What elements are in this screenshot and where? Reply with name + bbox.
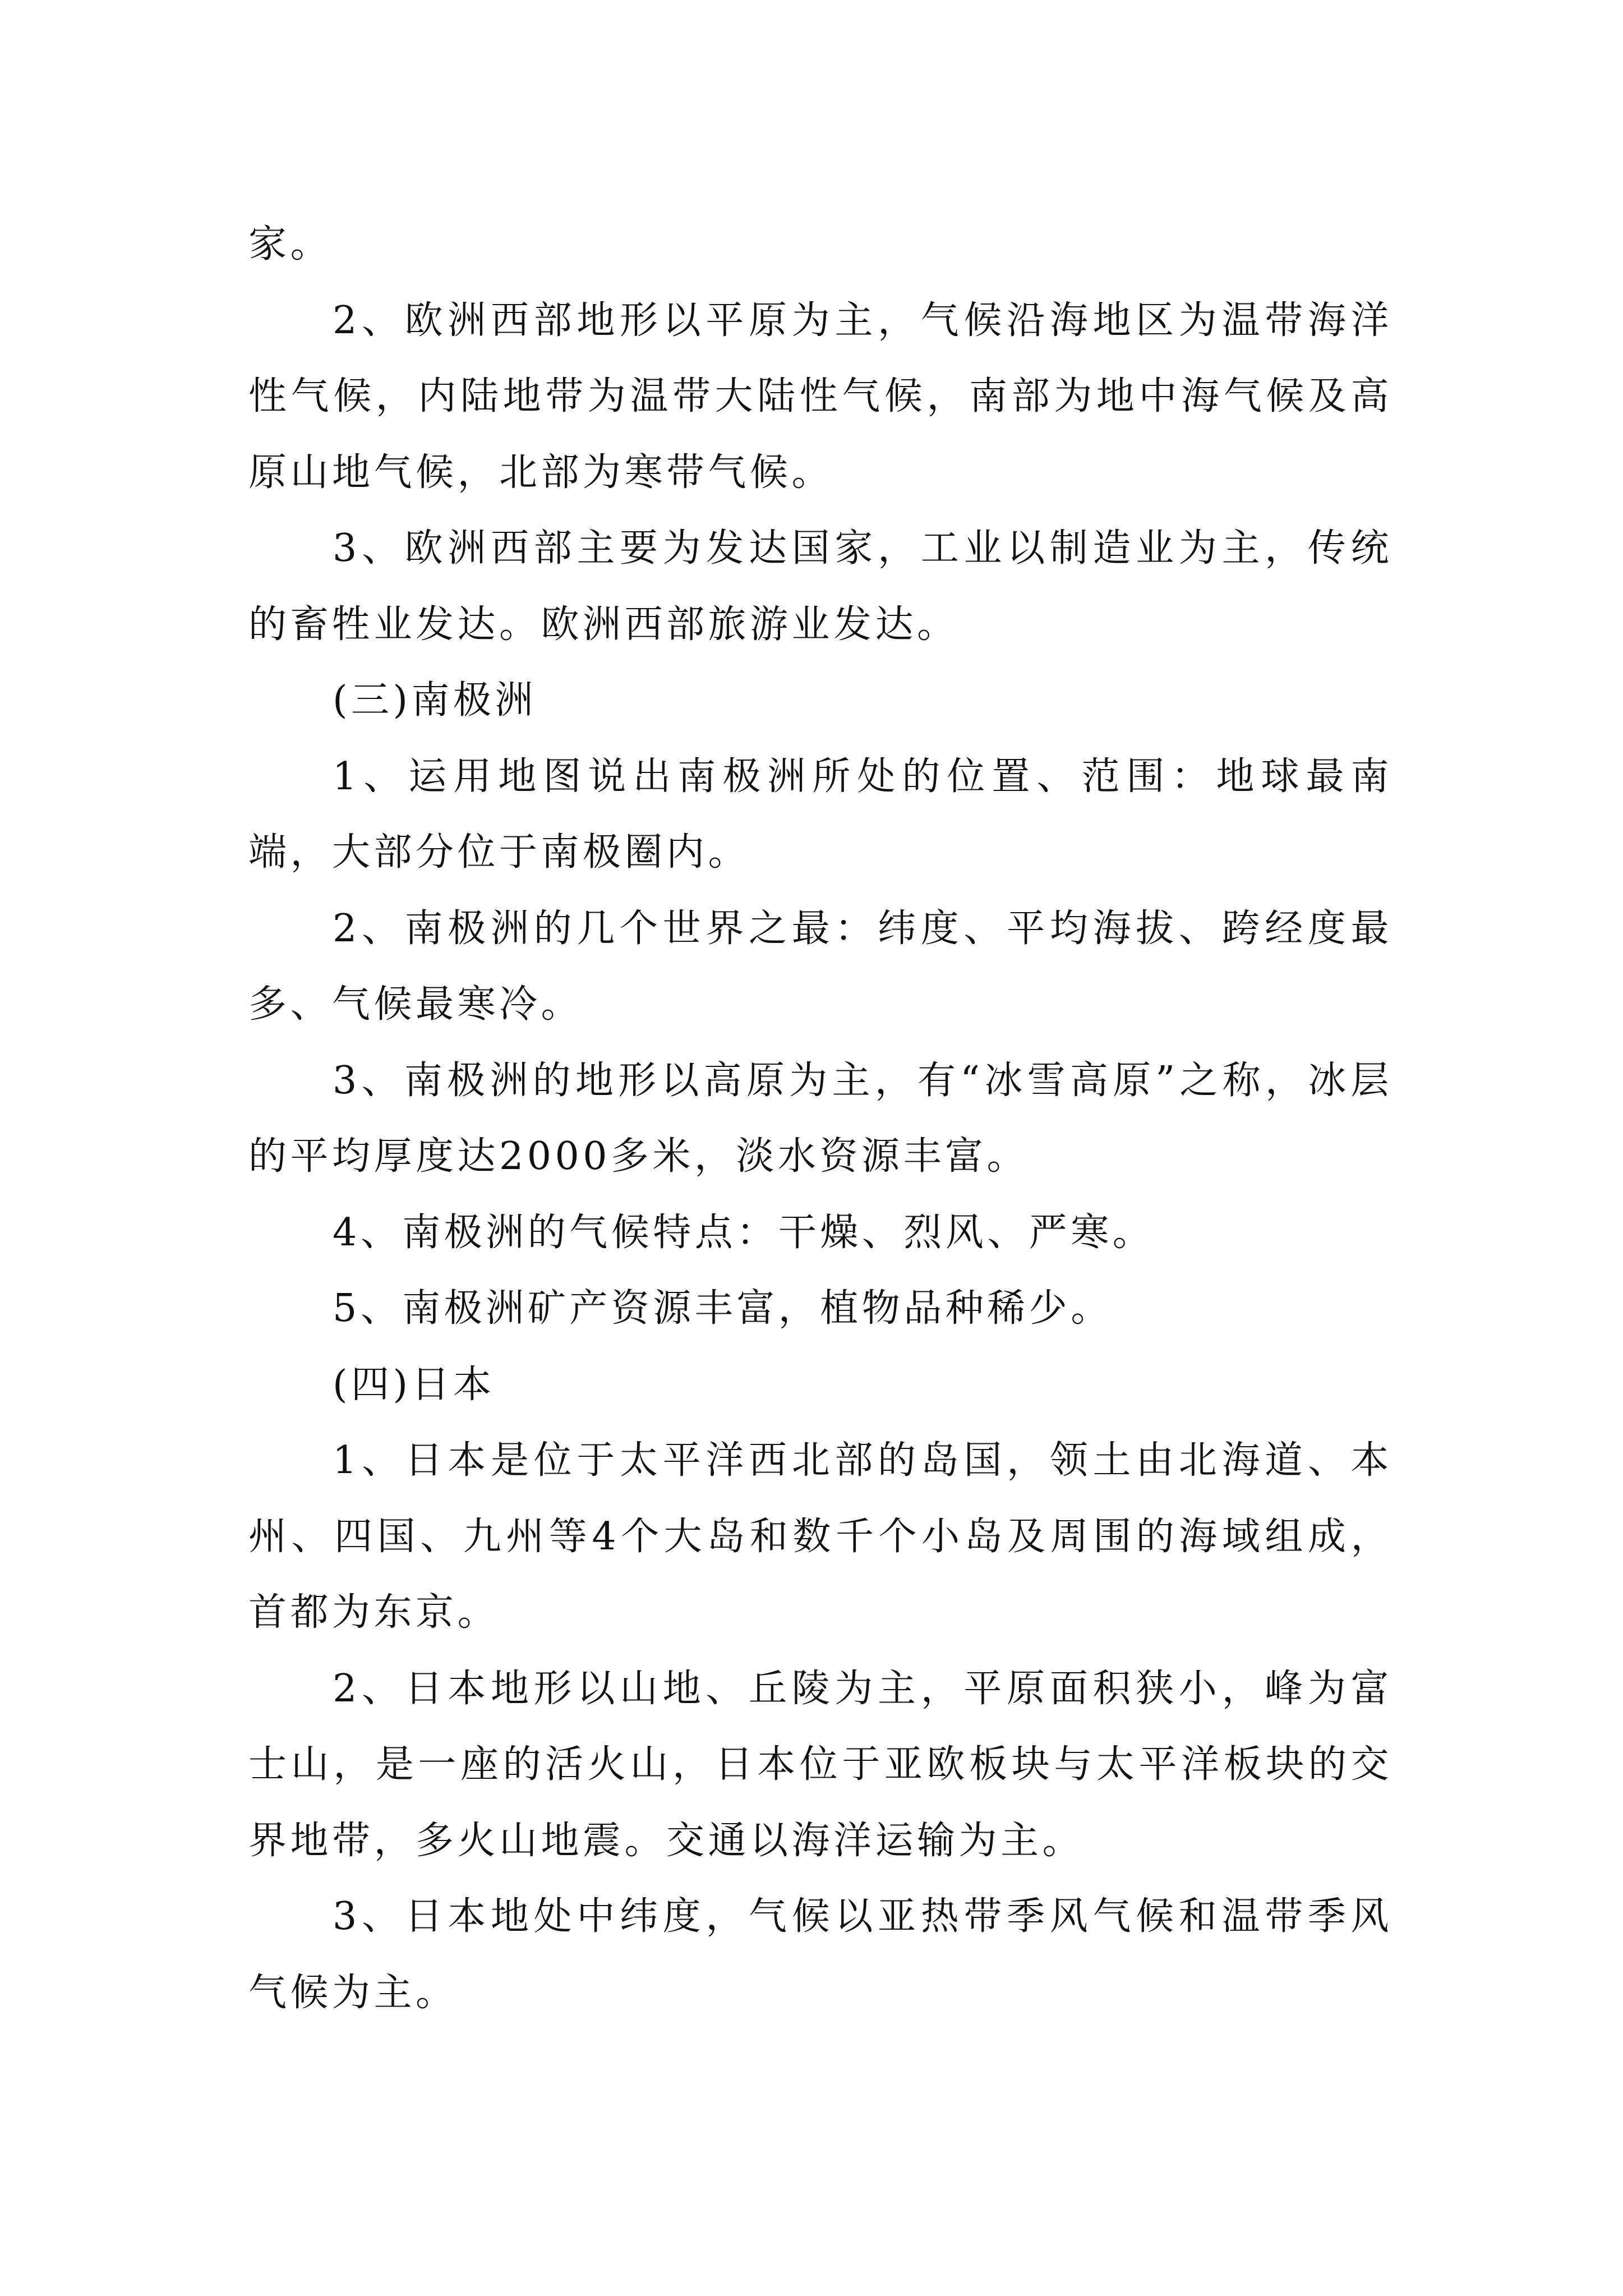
paragraph-japan-location: 1、日本是位于太平洋西北部的岛国，领土由北海道、本州、四国、九州等4个大岛和数千个小岛及周围的海域组成，首都为东京。 — [248, 1438, 1393, 1635]
paragraph-continuation: 家。 — [248, 222, 333, 266]
paragraph-antarctica-terrain: 3、南极洲的地形以高原为主，有“冰雪高原”之称，冰层的平均厚度达2000多米，淡水资源丰富。 — [248, 1058, 1393, 1179]
paragraph-europe-terrain-climate: 2、欧洲西部地形以平原为主，气候沿海地区为温带海洋性气候，内陆地带为温带大陆性气候，南部为地中海气候及高原山地气候，北部为寒带气候。 — [248, 298, 1393, 495]
section-heading-japan: (四)日本 — [333, 1362, 495, 1407]
section-heading-antarctica: (三)南极洲 — [333, 678, 537, 723]
document-body — [248, 206, 1393, 2031]
paragraph-antarctica-resources: 5、南极洲矿产资源丰富，植物品种稀少。 — [333, 1286, 1113, 1331]
paragraph-japan-climate: 3、日本地处中纬度，气候以亚热带季风气候和温带季风气候为主。 — [248, 1894, 1393, 2015]
paragraph-antarctica-records: 2、南极洲的几个世界之最：纬度、平均海拔、跨经度最多、气候最寒冷。 — [248, 906, 1393, 1027]
paragraph-europe-economy: 3、欧洲西部主要为发达国家，工业以制造业为主，传统的畜牲业发达。欧洲西部旅游业发达。 — [248, 526, 1393, 647]
paragraph-antarctica-location: 1、运用地图说出南极洲所处的位置、范围：地球最南端，大部分位于南极圈内。 — [248, 754, 1393, 875]
paragraph-japan-terrain: 2、日本地形以山地、丘陵为主，平原面积狭小，峰为富士山，是一座的活火山，日本位于亚欧板块与太平洋板块的交界地带，多火山地震。交通以海洋运输为主。 — [248, 1666, 1393, 1863]
paragraph-antarctica-climate: 4、南极洲的气候特点：干燥、烈风、严寒。 — [333, 1210, 1155, 1255]
